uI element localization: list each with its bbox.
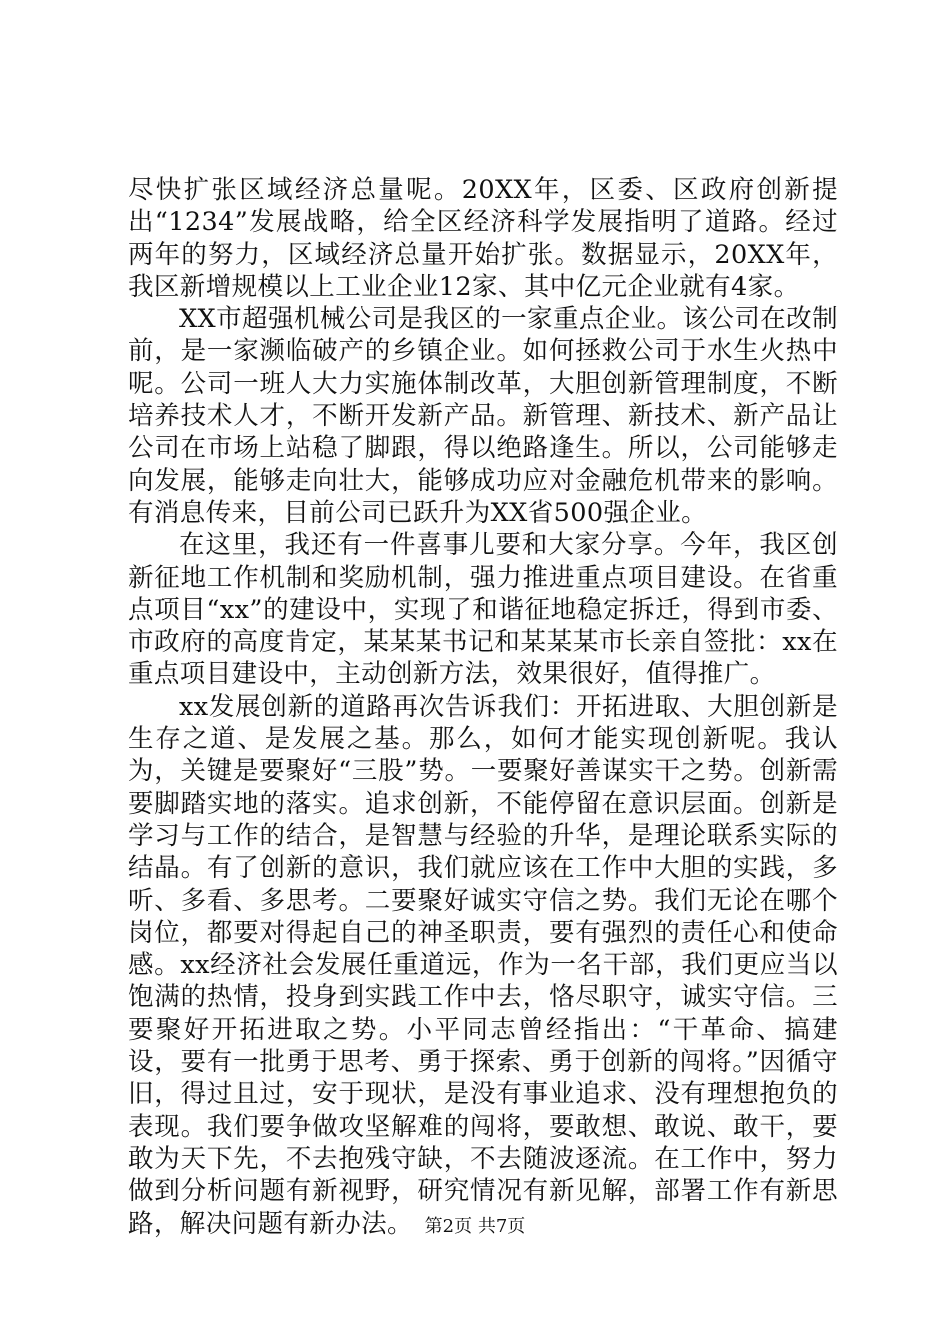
paragraph-1: 尽快扩张区域经济总量呢。20XX年，区委、区政府创新提出“1234”发展战略，给全区经济科学发展指明了道路。经过两年的努力，区域经济总量开始扩张。数据显示，20XX年，我区新增规模以上工业企业12家、其中亿元企业就有4家。 [128,175,838,302]
document-body [128,174,838,1240]
paragraph-3: 在这里，我还有一件喜事儿要和大家分享。今年，我区创新征地工作机制和奖励机制，强力推进重点项目建设。在省重点项目“xx”的建设中，实现了和谐征地稳定拆迁，得到市委、市政府的高度肯定，某某某书记和某某某市长亲自签批：xx在重点项目建设中，主动创新方法，效果很好，值得推广。 [128,530,838,690]
paragraph-4: xx发展创新的道路再次告诉我们：开拓进取、大胆创新是生存之道、是发展之基。那么，如何才能实现创新呢。我认为，关键是要聚好“三股”势。一要聚好善谋实干之势。创新需要脚踏实地的落实。追求创新，不能停留在意识层面。创新是学习与工作的结合，是智慧与经验的升华，是理论联系实际的结晶。有了创新的意识，我们就应该在工作中大胆的实践，多听、多看、多思考。二要聚好诚实守信之势。我们无论在哪个岗位，都要对得起自己的神圣职责，要有强烈的责任心和使命感。xx经济社会发展任重道远，作为一名干部，我们更应当以饱满的热情，投身到实践工作中去，恪尽职守，诚实守信。三要聚好开拓进取之势。小平同志曾经指出：“干革命、搞建设，要有一批勇于思考、勇于探索、勇于创新的闯将。”因循守旧，得过且过，安于现状，是没有事业追求、没有理想抱负的表现。我们要争做攻坚解难的闯将，要敢想、敢说、敢干，要敢为天下先，不去抱残守缺，不去随波逐流。在工作中，努力做到分析问题有新视野，研究情况有新见解，部署工作有新思路，解决问题有新办法。 [128,691,838,1239]
page-footer: 第2页 共7页 [424,1216,526,1237]
paragraph-2: XX市超强机械公司是我区的一家重点企业。该公司在改制前，是一家濒临破产的乡镇企业。如何拯救公司于水生火热中呢。公司一班人大力实施体制改革，大胆创新管理制度，不断培养技术人才，不断开发新产品。新管理、新技术、新产品让公司在市场上站稳了脚跟，得以绝路逢生。所以，公司能够走向发展，能够走向壮大，能够成功应对金融危机带来的影响。有消息传来，目前公司已跃升为XX省500强企业。 [128,304,838,528]
